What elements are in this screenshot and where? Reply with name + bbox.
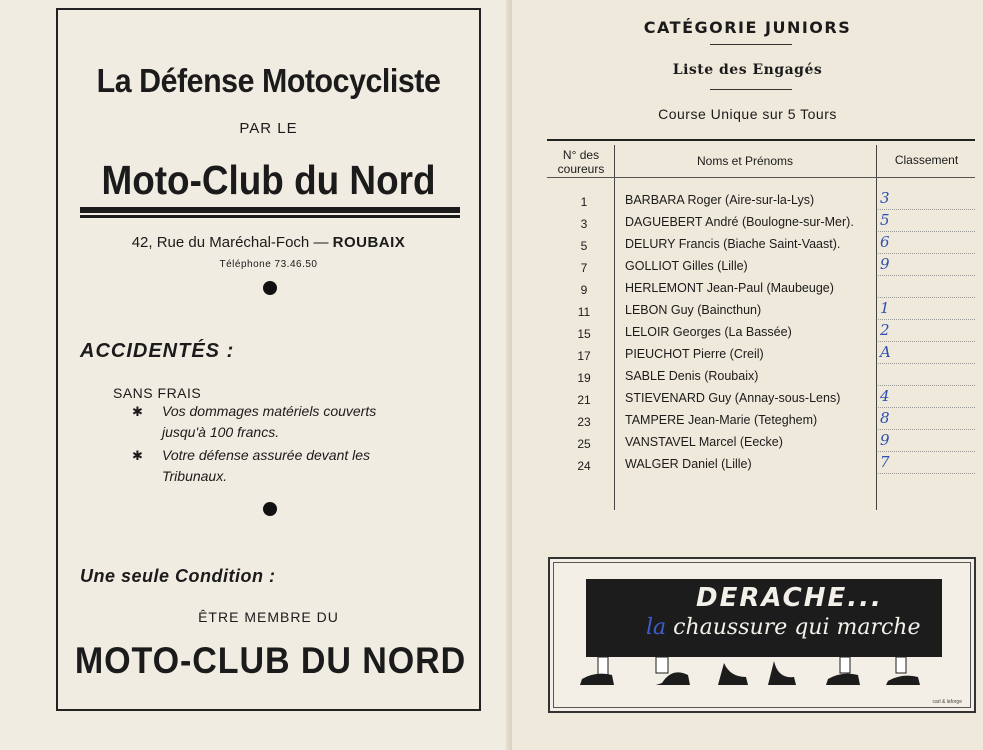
rider-number: 21 [577, 393, 591, 407]
shoe-icon [656, 672, 690, 685]
col-header-num-line2: coureurs [557, 162, 605, 176]
rider-name: STIEVENARD Guy (Annay-sous-Lens) [625, 391, 841, 405]
star-bullet-icon: ✱ [132, 448, 143, 463]
sock-icon [840, 657, 850, 673]
rider-rank: 5 [880, 211, 890, 229]
rider-rank: 4 [880, 387, 890, 405]
club-name-title: Moto-Club du Nord [101, 157, 436, 203]
sock-icon [598, 657, 608, 675]
title-rule [710, 44, 792, 45]
rider-number: 7 [580, 261, 588, 275]
rider-number: 24 [577, 459, 591, 473]
sans-frais-text: SANS FRAIS [113, 385, 202, 401]
rank-leader-line [878, 319, 975, 320]
artist-credit: carl & laforge [932, 699, 962, 705]
header-rule [547, 177, 975, 178]
title-rule [710, 89, 792, 90]
club-ad-frame [56, 8, 481, 711]
rider-name: WALGER Daniel (Lille) [625, 457, 752, 471]
rider-name: SABLE Denis (Roubaix) [625, 369, 759, 383]
rider-name: LELOIR Georges (La Bassée) [625, 325, 792, 339]
rank-leader-line [878, 473, 975, 474]
column-divider [876, 145, 877, 510]
star-bullet-icon: ✱ [132, 404, 143, 419]
rider-rank: 7 [880, 453, 890, 471]
benefit-item: Vos dommages matériels couverts jusqu'à 100 francs. [162, 403, 377, 440]
rider-number: 19 [577, 371, 591, 385]
rider-name: TAMPERE Jean-Marie (Teteghem) [625, 413, 818, 427]
rider-number: 23 [577, 415, 591, 429]
pump-icon [718, 663, 748, 685]
rank-leader-line [878, 451, 975, 452]
slogan-rest: chaussure qui marche [673, 615, 921, 640]
rider-number: 11 [577, 305, 591, 319]
rider-number: 15 [577, 327, 591, 341]
col-header-names: Noms et Prénoms [696, 154, 794, 168]
table-top-rule [547, 139, 975, 141]
rider-number: 9 [580, 283, 588, 297]
club-address [58, 234, 479, 251]
col-header-rank: Classement [894, 153, 959, 167]
benefit-item: Votre défense assurée devant les Tribunaux. [162, 447, 371, 484]
derache-slogan [646, 615, 921, 640]
address-street: 42, Rue du Maréchal-Foch — [131, 234, 329, 251]
list-title: Liste des Engagés [672, 62, 823, 78]
divider-bar [80, 207, 460, 213]
address-city: ROUBAIX [332, 234, 406, 251]
rider-number: 17 [577, 349, 591, 363]
sock-icon [656, 657, 668, 673]
sock-icon [896, 657, 906, 673]
rider-number: 3 [580, 217, 588, 231]
rider-number: 1 [580, 195, 588, 209]
rider-number: 5 [580, 239, 588, 253]
shoe-icon [886, 676, 920, 685]
rider-rank: 3 [880, 189, 890, 207]
rider-name: LEBON Guy (Baincthun) [625, 303, 762, 317]
rider-name: GOLLIOT Gilles (Lille) [625, 259, 748, 273]
shoe-icon [580, 674, 614, 685]
rider-rank: 1 [880, 299, 890, 317]
condition-heading: Une seule Condition : [80, 566, 276, 586]
rider-name: BARBARA Roger (Aire-sur-la-Lys) [625, 193, 815, 207]
derache-brand: DERACHE... [696, 583, 883, 613]
rider-name: PIEUCHOT Pierre (Creil) [625, 347, 764, 361]
rank-leader-line [878, 385, 975, 386]
rider-rank: 9 [880, 255, 890, 273]
rank-leader-line [878, 363, 975, 364]
rank-leader-line [878, 275, 975, 276]
rank-leader-line [878, 297, 975, 298]
rider-name: DELURY Francis (Biache Saint-Vaast). [625, 237, 841, 251]
rank-leader-line [878, 231, 975, 232]
category-title: CATÉGORIE JUNIORS [643, 18, 852, 37]
rider-rank: A [880, 343, 891, 361]
par-le-text: PAR LE [239, 120, 298, 137]
col-header-num-line1: N° des [562, 148, 600, 162]
accidentes-heading: ACCIDENTÉS : [80, 340, 235, 362]
membership-text: ÊTRE MEMBRE DU [198, 609, 339, 625]
rider-rank: 2 [880, 321, 890, 339]
slogan-la: la [646, 615, 667, 640]
club-phone: Téléphone 73.46.50 [219, 259, 318, 270]
rank-leader-line [878, 341, 975, 342]
club-name-bottom: MOTO-CLUB DU NORD [74, 640, 467, 681]
rider-number: 25 [577, 437, 591, 451]
rider-rank: 9 [880, 431, 890, 449]
rider-name: HERLEMONT Jean-Paul (Maubeuge) [625, 281, 834, 295]
col-header-num [550, 148, 612, 176]
bullet-dot-icon [263, 281, 277, 295]
rider-rank: 8 [880, 409, 890, 427]
ad-title: La Défense Motocycliste [96, 62, 441, 99]
derache-ad [548, 557, 976, 713]
bullet-dot-icon [263, 502, 277, 516]
rider-name: VANSTAVEL Marcel (Eecke) [625, 435, 783, 449]
walking-shoes-illustration [578, 655, 938, 697]
rank-leader-line [878, 209, 975, 210]
course-info: Course Unique sur 5 Tours [658, 106, 837, 122]
rider-name: DAGUEBERT André (Boulogne-sur-Mer). [625, 215, 854, 229]
shoe-icon [826, 674, 860, 685]
pump-icon [768, 661, 796, 685]
divider-bar [80, 215, 460, 218]
rank-leader-line [878, 407, 975, 408]
right-page [512, 0, 983, 750]
rider-rank: 6 [880, 233, 890, 251]
rank-leader-line [878, 253, 975, 254]
derache-banner [586, 579, 942, 657]
rank-leader-line [878, 429, 975, 430]
